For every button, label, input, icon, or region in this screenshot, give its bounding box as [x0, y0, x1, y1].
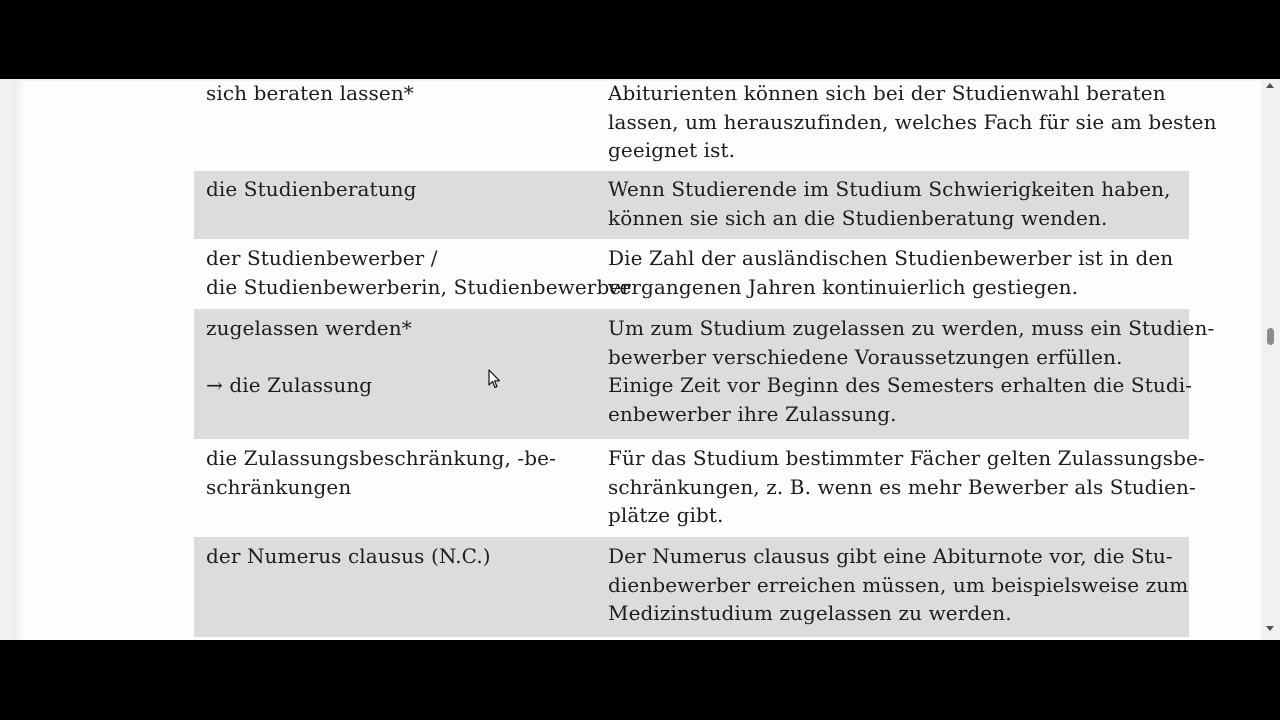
- scanned-page: [12, 81, 1261, 640]
- explanation-cell: Wenn Studierende im Studium Schwierigkeiten haben, können sie sich an die Studienberatung wenden.: [608, 177, 1171, 230]
- explanation-cell: Abiturienten können sich bei der Studienwahl beraten lassen, um herauszufinden, welches Fach für sie am besten geeignet ist.: [608, 81, 1217, 162]
- term-cell: der Studienbewerber / die Studienbewerberin, Studienbewerber: [206, 246, 631, 299]
- vocabulary-table: [194, 81, 1217, 637]
- scrollbar-thumb[interactable]: [1267, 328, 1274, 345]
- table-row: [194, 239, 1189, 309]
- vertical-scrollbar[interactable]: [1261, 79, 1280, 640]
- table-row: [194, 537, 1189, 637]
- scroll-down-arrow-icon[interactable]: [1266, 626, 1274, 631]
- document-viewport[interactable]: [0, 79, 1280, 640]
- scroll-up-arrow-icon[interactable]: [1266, 83, 1274, 88]
- term-cell: die Studienberatung: [206, 177, 417, 201]
- term-cell: der Numerus clausus (N.C.): [206, 544, 491, 568]
- sub-term-cell: → die Zulassung: [206, 373, 373, 397]
- explanation-cell: Um zum Studium zugelassen zu werden, muss ein Studien- bewerber verschiedene Voraussetzungen erfüllen.: [608, 316, 1215, 369]
- explanation-cell: Für das Studium bestimmter Fächer gelten Zulassungsbe- schränkungen, z. B. wenn es mehr Bewerber als Studien- plätze gibt.: [608, 446, 1205, 527]
- table-row: [194, 81, 1217, 171]
- table-row: [194, 171, 1189, 239]
- term-cell: die Zulassungsbeschränkung, -be- schränkungen: [206, 446, 556, 499]
- table-row: [194, 439, 1205, 537]
- explanation-cell: Die Zahl der ausländischen Studienbewerber ist in den vergangenen Jahren kontinuierlich gestiegen.: [608, 246, 1174, 299]
- term-cell: sich beraten lassen*: [206, 81, 414, 105]
- mouse-cursor-icon: [488, 369, 502, 391]
- term-cell: zugelassen werden*: [206, 316, 412, 340]
- sub-explanation-cell: Einige Zeit vor Beginn des Semesters erhalten die Studi- enbewerber ihre Zulassung.: [608, 373, 1193, 426]
- explanation-cell: Der Numerus clausus gibt eine Abiturnote vor, die Stu- dienbewerber erreichen müssen, um beispielsweise zum Medizinstudium zugelassen zu werden.: [608, 544, 1189, 625]
- table-row: [194, 309, 1215, 439]
